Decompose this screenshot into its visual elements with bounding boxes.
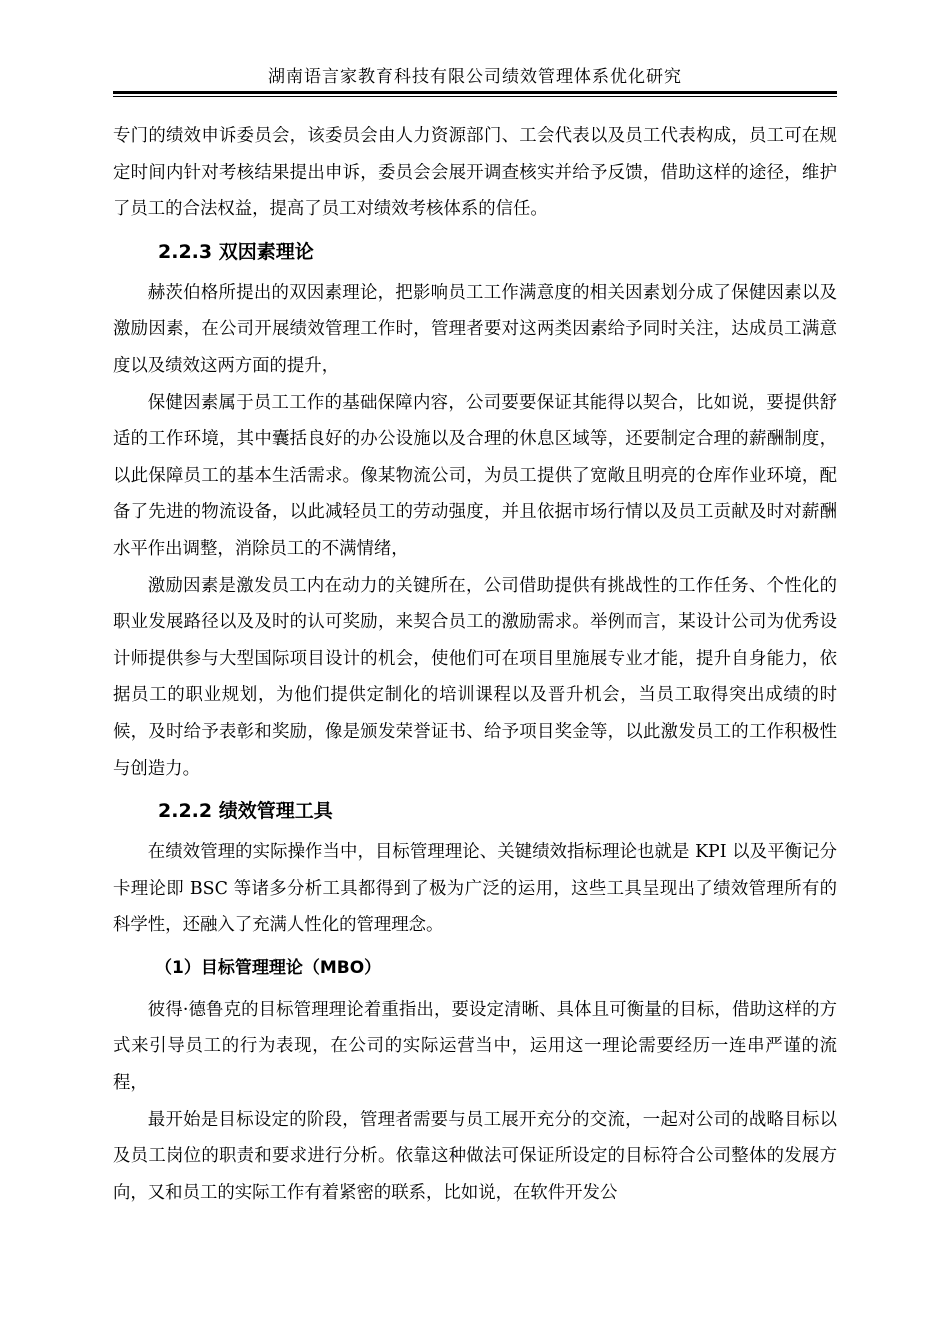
- body-text: [113, 118, 837, 1211]
- paragraph-mbo-goal-setting: 最开始是目标设定的阶段，管理者需要与员工展开充分的交流，一起对公司的战略目标以及员工岗位的职责和要求进行分析。依靠这种做法可保证所设定的目标符合公司整体的发展方向，又和员工的实际工作有着紧密的联系，比如说，在软件开发公: [113, 1109, 837, 1203]
- paragraph-two-factor-overview: 赫茨伯格所提出的双因素理论，把影响员工工作满意度的相关因素划分成了保健因素以及激励因素，在公司开展绩效管理工作时，管理者要对这两类因素给予同时关注，达成员工满意度以及绩效这两方面的提升，: [113, 282, 837, 376]
- paragraph-performance-tools: 在绩效管理的实际操作当中，目标管理理论、关键绩效指标理论也就是 KPI 以及平衡记分卡理论即 BSC 等诸多分析工具都得到了极为广泛的运用，这些工具呈现出了绩效管理所有的科学性，还融入了充满人性化的管理理念。: [113, 842, 837, 936]
- paragraph-mbo-intro: 彼得·德鲁克的目标管理理论着重指出，要设定清晰、具体且可衡量的目标，借助这样的方式来引导员工的行为表现，在公司的实际运营当中，运用这一理论需要经历一连串严谨的流程，: [113, 999, 837, 1094]
- header-rule-thin: [113, 96, 837, 97]
- section-heading-2-2-2: 2.2.2 绩效管理工具: [158, 800, 333, 823]
- subheading-mbo: （1）目标管理理论（MBO）: [155, 957, 382, 978]
- paragraph-hygiene-factors: 保健因素属于员工工作的基础保障内容，公司要要保证其能得以契合，比如说，要提供舒适的工作环境，其中囊括良好的办公设施以及合理的休息区域等，还要制定合理的薪酬制度，以此保障员工的基本生活需求。像某物流公司，为员工提供了宽敞且明亮的仓库作业环境，配备了先进的物流设备，以此减轻员工的劳动强度，并且依据市场行情以及员工贡献及时对薪酬水平作出调整，消除员工的不满情绪，: [113, 392, 837, 559]
- paragraph-motivation-factors: 激励因素是激发员工内在动力的关键所在，公司借助提供有挑战性的工作任务、个性化的职业发展路径以及及时的认可奖励，来契合员工的激励需求。举例而言，某设计公司为优秀设计师提供参与大型国际项目设计的机会，使他们可在项目里施展专业才能，提升自身能力，依据员工的职业规划，为他们提供定制化的培训课程以及晋升机会，当员工取得突出成绩的时候，及时给予表彰和奖励，像是颁发荣誉证书、给予项目奖金等，以此激发员工的工作积极性与创造力。: [113, 575, 837, 779]
- running-header-title: 湖南语言家教育科技有限公司绩效管理体系优化研究: [268, 67, 682, 87]
- paragraph-intro-continuation: 专门的绩效申诉委员会，该委员会由人力资源部门、工会代表以及员工代表构成，员工可在规定时间内针对考核结果提出申诉，委员会会展开调查核实并给予反馈，借助这样的途径，维护了员工的合法权益，提高了员工对绩效考核体系的信任。: [113, 126, 837, 220]
- section-heading-2-2-3: 2.2.3 双因素理论: [158, 240, 314, 263]
- header-rule-thick: [113, 91, 837, 94]
